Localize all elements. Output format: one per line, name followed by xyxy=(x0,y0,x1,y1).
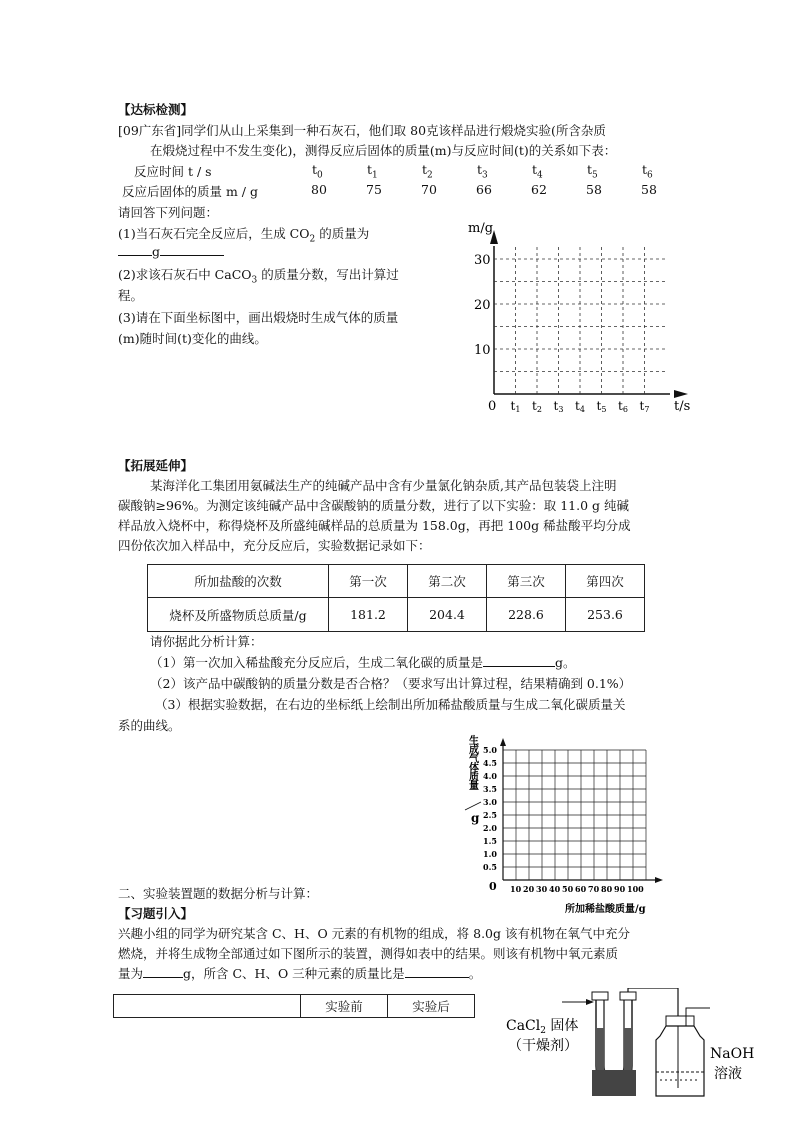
y-tick-label: 2.5 xyxy=(483,810,497,820)
x-tick-label: t6 xyxy=(618,399,628,414)
time-cell: $t_6$ xyxy=(642,162,653,181)
y-tick-label: 2.0 xyxy=(483,823,497,833)
y-axis-label-char: 体 xyxy=(469,763,479,774)
y-axis-label-char: 生 xyxy=(469,736,479,747)
x-tick-label: 60 xyxy=(575,884,587,894)
table-row xyxy=(148,598,645,632)
section3-para-line3: 量为 g，所含 C、H、O 三种元素的质量比是 。 xyxy=(118,966,482,981)
mass-cell: 70 xyxy=(421,182,437,197)
co2-mass-graph[interactable] xyxy=(455,730,695,920)
section1-intro-line1: [09广东省]同学们从山上采集到一种石灰石，他们取 80克该样品进行煅烧实验(所含杂质 xyxy=(118,123,606,138)
table-cell: 228.6 xyxy=(487,598,566,632)
y-tick-label: 1.0 xyxy=(483,849,497,859)
mass-time-graph[interactable] xyxy=(448,206,708,422)
section3-para-line2: 燃烧，并将生成物全部通过如下图所示的装置，测得如表中的结果。则该有机物中氧元素质 xyxy=(118,946,619,961)
x-axis-label: t/s xyxy=(674,399,691,414)
y-axis-arrow xyxy=(500,738,506,746)
question-3-line2: (m)随时间(t)变化的曲线。 xyxy=(118,331,267,346)
solution-label: 溶液 xyxy=(714,1066,742,1082)
mass-cell: 66 xyxy=(476,182,492,197)
y-axis-label-char: 量 xyxy=(469,781,479,792)
time-cell: $t_2$ xyxy=(422,162,433,181)
y-axis-label: m/g xyxy=(468,221,494,236)
table-header-cell: 第二次 xyxy=(408,565,487,598)
x-tick-label: 10 xyxy=(510,884,522,894)
origin-label: 0 xyxy=(489,880,497,893)
section3-heading: 【习题引入】 xyxy=(118,906,194,921)
answer-blank[interactable] xyxy=(483,666,555,667)
time-cell: $t_0$ xyxy=(312,162,323,181)
y-tick-label: 20 xyxy=(474,298,491,313)
unit-pointer xyxy=(465,802,481,810)
question-3-line1: (3)请在下面坐标图中，画出煅烧时生成气体的质量 xyxy=(118,310,399,325)
section3-title: 二、实验装置题的数据分析与计算： xyxy=(118,886,319,901)
section2-para-line3: 样品放入烧杯中，称得烧杯及所盛纯碱样品的总质量为 158.0g，再把 100g 稀盐酸平均分成 xyxy=(118,518,631,533)
mass-cell: 58 xyxy=(641,182,657,197)
table-cell: 181.2 xyxy=(329,598,408,632)
time-row-label: 反应时间 t / s xyxy=(134,164,212,179)
y-tick-label: 4.5 xyxy=(483,758,497,768)
table-header-cell: 第一次 xyxy=(329,565,408,598)
mass-row-label: 反应后固体的质量 m / g xyxy=(122,184,258,199)
y-tick-label: 30 xyxy=(474,253,491,268)
table-header-cell: 第四次 xyxy=(566,565,645,598)
stand-block xyxy=(592,1070,636,1096)
mass-cell: 58 xyxy=(586,182,602,197)
x-tick-label: t4 xyxy=(575,399,585,414)
cacl2-label: CaCl$_2$ 固体 xyxy=(506,1018,579,1036)
answer-blank-tail xyxy=(160,255,224,256)
x-tick-label: 20 xyxy=(523,884,535,894)
desiccant-label: （干燥剂） xyxy=(508,1038,578,1054)
section1-heading: 【达标检测】 xyxy=(118,102,194,117)
experiment-table xyxy=(113,994,475,1018)
y-tick-label: 1.5 xyxy=(483,836,497,846)
x-axis-label: 所加稀盐酸质量/g xyxy=(565,904,646,915)
x-tick-label: 100 xyxy=(627,884,644,894)
y-axis-label-char: 气 xyxy=(469,754,479,765)
mass-cell: 62 xyxy=(531,182,547,197)
question-1: (1)当石灰石完全反应后，生成 $CO_2$ 的质量为 xyxy=(118,226,370,245)
y-axis-unit: g xyxy=(471,811,480,825)
section3-para-line1: 兴趣小组的同学为研究某含 C、H、O 元素的有机物的组成，将 8.0g 该有机物在氧气中充分 xyxy=(118,926,630,941)
question-2-line2: 程。 xyxy=(118,288,144,303)
x-tick-label: 30 xyxy=(536,884,548,894)
time-cell: $t_3$ xyxy=(477,162,488,181)
hcl-data-table xyxy=(147,564,645,632)
answer-blank[interactable] xyxy=(118,255,152,256)
y-axis-label-char: 质 xyxy=(469,772,479,783)
section2-question-3-line1: （3）根据实验数据，在右边的坐标纸上绘制出所加稀盐酸质量与生成二氧化碳质量关 xyxy=(155,697,626,712)
section2-para-line4: 四份依次加入样品中，充分反应后，实验数据记录如下： xyxy=(118,538,431,553)
analysis-prompt: 请你据此分析计算： xyxy=(150,634,263,649)
table-header-cell: 实验后 xyxy=(388,995,475,1018)
question-1-answer: g xyxy=(118,244,224,259)
section2-question-2: （2）该产品中碳酸钠的质量分数是否合格？（要求写出计算过程，结果精确到 0.1%） xyxy=(150,676,632,691)
table-header-cell: 所加盐酸的次数 xyxy=(148,565,329,598)
table-cell: 烧杯及所盛物质总质量/g xyxy=(148,598,329,632)
section2-heading: 【拓展延伸】 xyxy=(118,458,194,473)
y-tick-label: 10 xyxy=(474,343,491,358)
time-cell: $t_4$ xyxy=(532,162,543,181)
table-header-cell: 第三次 xyxy=(487,565,566,598)
time-cell: $t_5$ xyxy=(587,162,598,181)
naoh-bottle xyxy=(656,1008,710,1096)
y-tick-label: 5.0 xyxy=(483,745,497,755)
x-tick-label: t1 xyxy=(510,399,521,414)
y-tick-label: 3.0 xyxy=(483,797,497,807)
y-axis-label-char: 成 xyxy=(469,745,479,756)
x-tick-label: 90 xyxy=(614,884,626,894)
x-tick-label: t5 xyxy=(596,399,607,414)
x-tick-label: 80 xyxy=(601,884,613,894)
question-prompt: 请回答下列问题： xyxy=(118,205,219,220)
mass-cell: 80 xyxy=(311,182,327,197)
y-tick-label: 4.0 xyxy=(483,771,497,781)
y-tick-label: 0.5 xyxy=(483,862,497,872)
x-tick-label: 70 xyxy=(588,884,600,894)
section1-intro-line2: 在煅烧过程中不发生变化)，测得反应后固体的质量(m)与反应时间(t)的关系如下表： xyxy=(150,143,617,158)
section2-question-3-line2: 系的曲线。 xyxy=(118,718,181,733)
naoh-label: NaOH xyxy=(710,1046,755,1062)
table-cell: 253.6 xyxy=(566,598,645,632)
x-tick-label: t2 xyxy=(532,399,542,414)
x-axis-arrow xyxy=(655,877,663,883)
apparatus-diagram xyxy=(500,988,770,1098)
y-tick-label: 3.5 xyxy=(483,784,497,794)
x-tick-label: 40 xyxy=(549,884,561,894)
x-axis-arrow xyxy=(674,390,688,398)
section2-question-1: （1）第一次加入稀盐酸充分反应后，生成二氧化碳的质量是 g。 xyxy=(150,655,576,670)
origin-label: 0 xyxy=(488,399,497,414)
answer-blank[interactable] xyxy=(143,977,183,978)
section2-para-line2: 碳酸钠≥96%。为测定该纯碱产品中含碳酸钠的质量分数，进行了以下实验：取 11.0 g 纯碱 xyxy=(118,498,630,513)
x-tick-label: t7 xyxy=(639,399,650,414)
table-header-cell xyxy=(114,995,301,1018)
table-header-cell: 实验前 xyxy=(301,995,388,1018)
time-cell: $t_1$ xyxy=(367,162,378,181)
table-header-row xyxy=(148,565,645,598)
mass-cell: 75 xyxy=(366,182,382,197)
table-cell: 204.4 xyxy=(408,598,487,632)
x-tick-label: 50 xyxy=(562,884,574,894)
x-tick-label: t3 xyxy=(553,399,564,414)
question-2: (2)求该石灰石中 CaCO$_3$ 的质量分数，写出计算过 xyxy=(118,267,399,286)
table-header-row xyxy=(114,995,475,1018)
section2-para-line1: 某海洋化工集团用氨碱法生产的纯碱产品中含有少量氯化钠杂质,其产品包装袋上注明 xyxy=(150,478,617,493)
answer-blank[interactable] xyxy=(405,977,469,978)
